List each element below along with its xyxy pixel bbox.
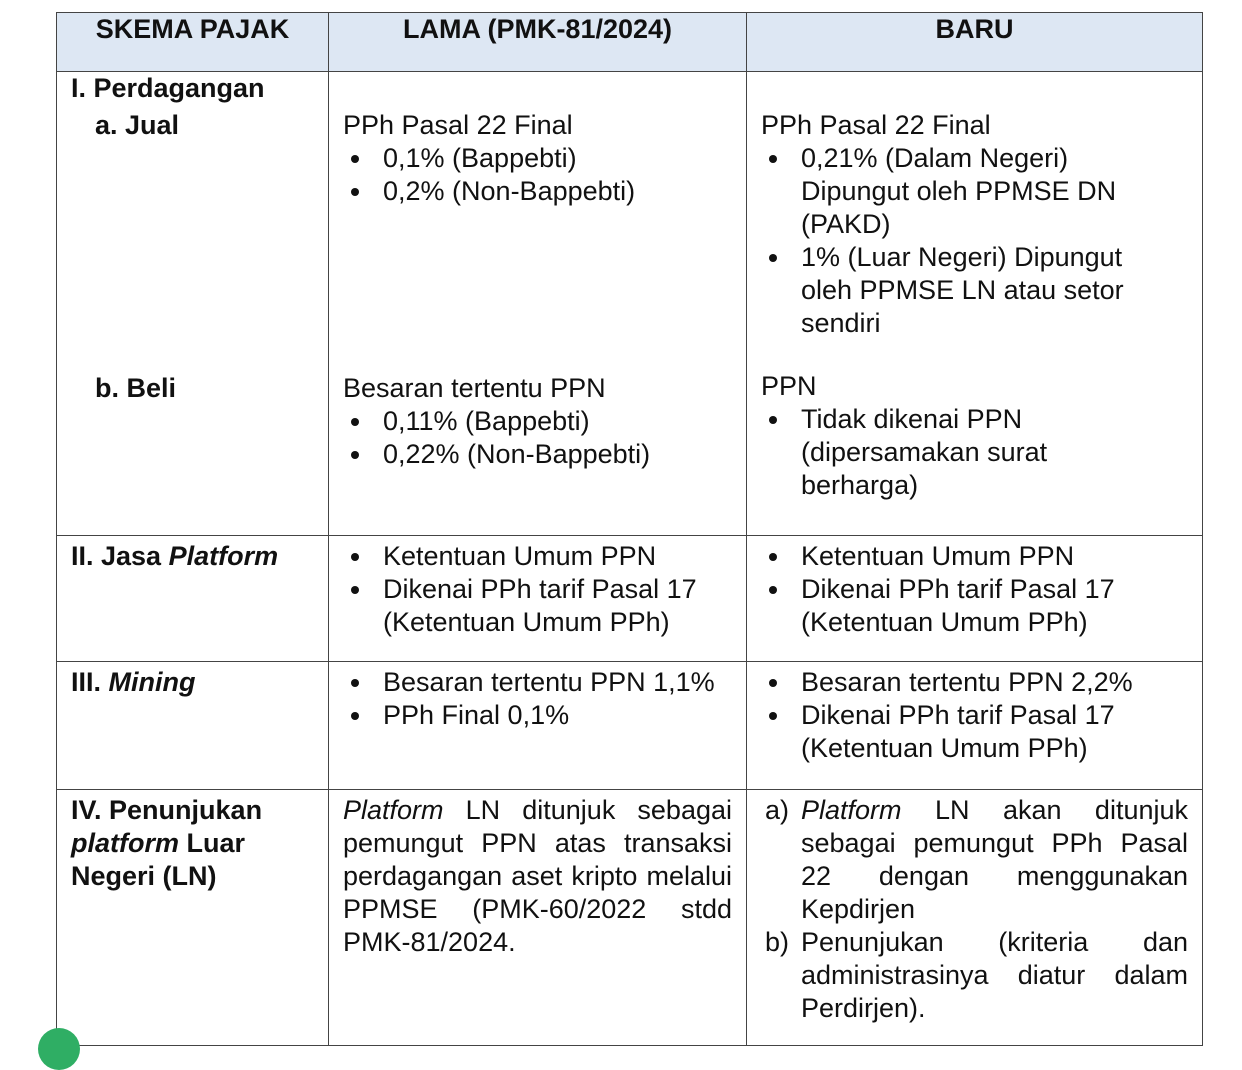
section-title-penunjukan: IV. Penunjukan (71, 795, 263, 825)
row-jasa-platform (57, 536, 1203, 662)
cell-jasa-platform-lama (329, 536, 747, 662)
section-title-luar-negeri: Luar Negeri (LN) (71, 828, 246, 891)
row-mining (57, 662, 1203, 790)
list-marker: b) (765, 927, 790, 957)
tax-comparison-table (56, 12, 1203, 1046)
section-title-platform-ln: platform (71, 828, 179, 858)
platform-word: Platform (343, 795, 444, 825)
list-item: Dikenai PPh tarif Pasal 17 (Ketentuan Umum PPh) (761, 573, 1148, 639)
list-item-text: LN akan ditunjuk sebagai pemungut PPh Pasal 22 dengan menggunakan Kepdirjen (801, 795, 1188, 924)
list-item: 0,2% (Non-Bappebti) (343, 175, 732, 208)
section-title-jasa: II. Jasa (71, 541, 162, 571)
header-lama: LAMA (PMK-81/2024) (329, 13, 747, 72)
baru-jual-list (761, 142, 1188, 340)
list-item: PPh Final 0,1% (343, 699, 732, 732)
baru-penunjukan-list (761, 794, 1188, 1025)
lama-beli-title: Besaran tertentu PPN (343, 373, 606, 403)
list-item (761, 794, 1188, 926)
baru-beli-title: PPN (761, 371, 817, 401)
list-item: Dikenai PPh tarif Pasal 17 (Ketentuan Umum PPh) (343, 573, 732, 639)
list-item: Besaran tertentu PPN 1,1% (343, 666, 732, 699)
list-item: Ketentuan Umum PPN (343, 540, 732, 573)
row-perdagangan (57, 72, 1203, 536)
cell-perdagangan-baru (747, 72, 1203, 536)
label-jual: a. Jual (95, 110, 180, 140)
list-item: 0,1% (Bappebti) (343, 142, 732, 175)
platform-word: Platform (801, 795, 902, 825)
header-row (57, 13, 1203, 72)
list-item: 0,22% (Non-Bappebti) (343, 438, 732, 471)
list-item: 0,21% (Dalam Negeri) Dipungut oleh PPMSE DN (PAKD) (761, 142, 1148, 241)
cell-jasa-platform-baru (747, 536, 1203, 662)
cell-perdagangan-lama (329, 72, 747, 536)
cell-mining-label (57, 662, 329, 790)
cell-mining-lama (329, 662, 747, 790)
label-beli: b. Beli (95, 373, 177, 403)
lama-beli-list (343, 405, 732, 471)
lama-jual-title: PPh Pasal 22 Final (343, 110, 573, 140)
baru-mining-list (761, 666, 1188, 765)
cell-perdagangan-label (57, 72, 329, 536)
green-circle-icon (38, 1028, 80, 1070)
cell-penunjukan-lama (329, 790, 747, 1046)
list-item: Besaran tertentu PPN 2,2% (761, 666, 1148, 699)
section-title-platform: Platform (168, 541, 279, 571)
list-item: Ketentuan Umum PPN (761, 540, 1148, 573)
lama-jual-list (343, 142, 732, 208)
lama-penunjukan-body: LN ditunjuk sebagai pemungut PPN atas transaksi perdagangan aset kripto melalui PPMSE (PMK-60/2022 stdd PMK-81/2024. (343, 795, 732, 957)
list-item (761, 926, 1188, 1025)
section-title-perdagangan: I. Perdagangan (71, 73, 265, 103)
header-skema-pajak: SKEMA PAJAK (57, 13, 329, 72)
baru-jual-title: PPh Pasal 22 Final (761, 110, 991, 140)
list-item: Dikenai PPh tarif Pasal 17 (Ketentuan Umum PPh) (761, 699, 1148, 765)
list-item: 0,11% (Bappebti) (343, 405, 732, 438)
section-title-mining-prefix: III. (71, 667, 102, 697)
list-marker: a) (765, 795, 790, 825)
section-title-mining: Mining (108, 667, 196, 697)
cell-mining-baru (747, 662, 1203, 790)
list-item: 1% (Luar Negeri) Dipungut oleh PPMSE LN atau setor sendiri (761, 241, 1148, 340)
lama-mining-list (343, 666, 732, 732)
lama-jasa-list (343, 540, 732, 639)
baru-beli-list (761, 403, 1188, 502)
list-item-text: Penunjukan (kriteria dan administrasinya diatur dalam Perdirjen). (801, 927, 1188, 1023)
header-baru: BARU (747, 13, 1203, 72)
cell-penunjukan-baru (747, 790, 1203, 1046)
cell-penunjukan-label (57, 790, 329, 1046)
lama-penunjukan-text (343, 794, 732, 959)
list-item: Tidak dikenai PPN (dipersamakan surat berharga) (761, 403, 1068, 502)
baru-jasa-list (761, 540, 1188, 639)
cell-jasa-platform-label (57, 536, 329, 662)
row-penunjukan (57, 790, 1203, 1046)
